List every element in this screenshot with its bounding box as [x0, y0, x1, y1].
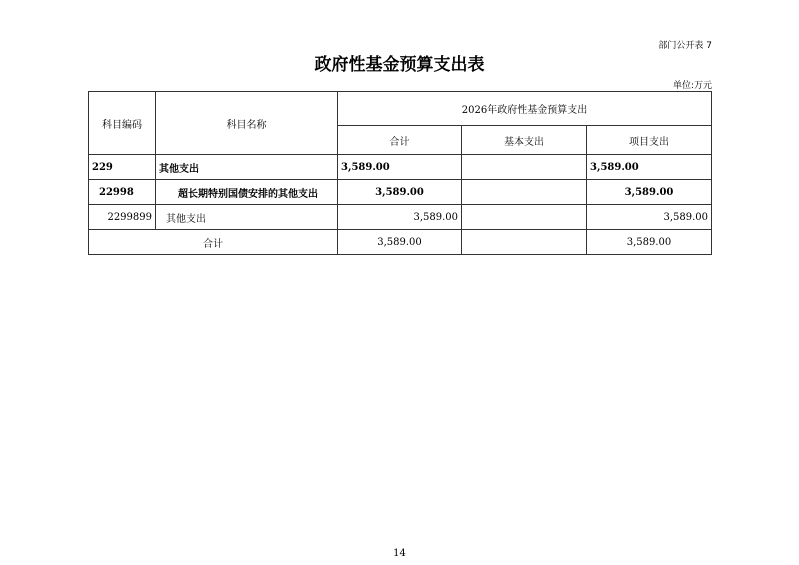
- row-total: 3,589.00: [338, 205, 462, 230]
- header-total: 合计: [338, 126, 462, 155]
- page-number: 14: [393, 548, 406, 559]
- row-name: 其他支出: [156, 155, 338, 180]
- row-name: 其他支出: [156, 205, 338, 230]
- unit-label: 单位:万元: [672, 81, 712, 91]
- row-code: 22998: [89, 180, 156, 205]
- sum-basic: [462, 230, 587, 255]
- row-basic: [462, 155, 587, 180]
- sum-project: 3,589.00: [587, 230, 712, 255]
- row-code: 2299899: [89, 205, 156, 230]
- row-name: 超长期特别国债安排的其他支出: [156, 180, 338, 205]
- row-code: 229: [89, 155, 156, 180]
- header-name: 科目名称: [156, 92, 338, 155]
- form-number: 部门公开表 7: [658, 41, 712, 51]
- row-project: 3,589.00: [587, 205, 712, 230]
- row-project: 3,589.00: [587, 155, 712, 180]
- table-row: [89, 205, 712, 230]
- table-row: [89, 180, 712, 205]
- header-project: 项目支出: [587, 126, 712, 155]
- header-group: 2026年政府性基金预算支出: [338, 92, 712, 126]
- row-total: 3,589.00: [338, 180, 462, 205]
- budget-table: [88, 91, 712, 255]
- header-code: 科目编码: [89, 92, 156, 155]
- row-project: 3,589.00: [587, 180, 712, 205]
- page-title: 政府性基金预算支出表: [314, 55, 485, 75]
- row-total: 3,589.00: [338, 155, 462, 180]
- row-basic: [462, 180, 587, 205]
- sum-label: 合计: [89, 230, 338, 255]
- row-basic: [462, 205, 587, 230]
- table-header-row: [89, 92, 712, 126]
- header-basic: 基本支出: [462, 126, 587, 155]
- table-sum-row: [89, 230, 712, 255]
- sum-total: 3,589.00: [338, 230, 462, 255]
- table-row: [89, 155, 712, 180]
